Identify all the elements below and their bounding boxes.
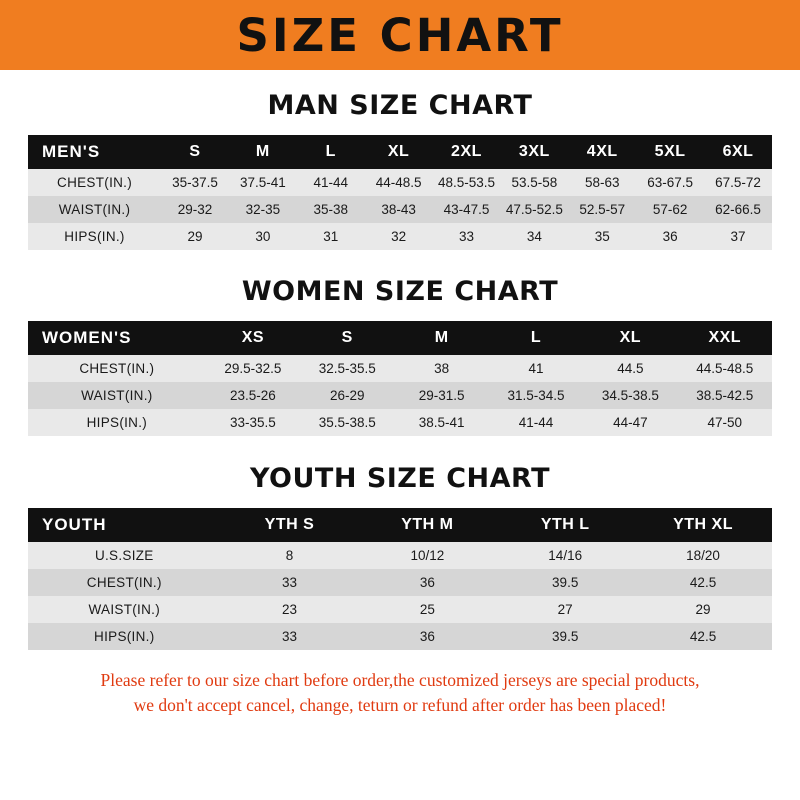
cell: 30 (229, 223, 297, 250)
table-row (28, 623, 772, 650)
col-header-m: M (394, 321, 488, 355)
cell: 23 (221, 596, 359, 623)
cell: 38 (394, 355, 488, 382)
cell: 41-44 (297, 169, 365, 196)
cell: 57-62 (636, 196, 704, 223)
row-label-us-size: U.S.SIZE (28, 542, 221, 569)
cell: 39.5 (496, 623, 634, 650)
cell: 29-32 (161, 196, 229, 223)
cell: 35-38 (297, 196, 365, 223)
col-header-yth-l: YTH L (496, 508, 634, 542)
cell: 31 (297, 223, 365, 250)
cell: 29-31.5 (394, 382, 488, 409)
cell: 38-43 (365, 196, 433, 223)
cell: 33 (221, 623, 359, 650)
cell: 47.5-52.5 (500, 196, 568, 223)
cell: 27 (496, 596, 634, 623)
col-header-5xl: 5XL (636, 135, 704, 169)
col-header-yth-xl: YTH XL (634, 508, 772, 542)
cell: 35-37.5 (161, 169, 229, 196)
col-header-l: L (489, 321, 583, 355)
table-header-row (28, 508, 772, 542)
cell: 37 (704, 223, 772, 250)
cell: 33-35.5 (206, 409, 300, 436)
col-header-6xl: 6XL (704, 135, 772, 169)
disclaimer-line-1: Please refer to our size chart before order,the customized jerseys are special products, (100, 670, 700, 690)
cell: 36 (636, 223, 704, 250)
table-body (28, 355, 772, 436)
cell: 38.5-42.5 (678, 382, 772, 409)
table-women-size (28, 321, 772, 436)
table-body (28, 169, 772, 250)
table-row (28, 409, 772, 436)
cell: 34 (500, 223, 568, 250)
cell: 29 (634, 596, 772, 623)
cell: 38.5-41 (394, 409, 488, 436)
col-header-2xl: 2XL (433, 135, 501, 169)
col-header-xl: XL (583, 321, 677, 355)
cell: 36 (358, 569, 496, 596)
cell: 32.5-35.5 (300, 355, 394, 382)
cell: 44.5 (583, 355, 677, 382)
table-row (28, 355, 772, 382)
row-label-hips: HIPS(IN.) (28, 223, 161, 250)
table-head (28, 321, 772, 355)
table-header-row (28, 135, 772, 169)
cell: 67.5-72 (704, 169, 772, 196)
disclaimer-note (28, 668, 772, 719)
row-label-chest: CHEST(IN.) (28, 569, 221, 596)
table-row (28, 382, 772, 409)
col-header-yth-m: YTH M (358, 508, 496, 542)
section-title-man: MAN SIZE CHART (267, 90, 533, 121)
cell: 58-63 (568, 169, 636, 196)
cell: 36 (358, 623, 496, 650)
cell: 44-48.5 (365, 169, 433, 196)
row-label-chest: CHEST(IN.) (28, 355, 206, 382)
cell: 35.5-38.5 (300, 409, 394, 436)
cell: 14/16 (496, 542, 634, 569)
cell: 62-66.5 (704, 196, 772, 223)
table-body (28, 542, 772, 650)
cell: 32-35 (229, 196, 297, 223)
col-header-youth: YOUTH (28, 508, 221, 542)
cell: 29.5-32.5 (206, 355, 300, 382)
col-header-4xl: 4XL (568, 135, 636, 169)
table-row (28, 542, 772, 569)
page-banner (0, 0, 800, 70)
cell: 32 (365, 223, 433, 250)
table-youth-size (28, 508, 772, 650)
cell: 44-47 (583, 409, 677, 436)
col-header-xxl: XXL (678, 321, 772, 355)
table-row (28, 569, 772, 596)
col-header-xl: XL (365, 135, 433, 169)
row-label-chest: CHEST(IN.) (28, 169, 161, 196)
cell: 29 (161, 223, 229, 250)
cell: 47-50 (678, 409, 772, 436)
col-header-s: S (161, 135, 229, 169)
cell: 31.5-34.5 (489, 382, 583, 409)
cell: 42.5 (634, 569, 772, 596)
cell: 53.5-58 (500, 169, 568, 196)
section-title-youth: YOUTH SIZE CHART (249, 463, 551, 494)
row-label-waist: WAIST(IN.) (28, 196, 161, 223)
col-header-womens: WOMEN'S (28, 321, 206, 355)
cell: 18/20 (634, 542, 772, 569)
cell: 37.5-41 (229, 169, 297, 196)
col-header-yth-s: YTH S (221, 508, 359, 542)
cell: 26-29 (300, 382, 394, 409)
col-header-xs: XS (206, 321, 300, 355)
table-row (28, 169, 772, 196)
table-header-row (28, 321, 772, 355)
col-header-s: S (300, 321, 394, 355)
col-header-men: MEN'S (28, 135, 161, 169)
cell: 44.5-48.5 (678, 355, 772, 382)
cell: 10/12 (358, 542, 496, 569)
cell: 34.5-38.5 (583, 382, 677, 409)
cell: 39.5 (496, 569, 634, 596)
page-title: SIZE CHART (236, 8, 564, 62)
cell: 33 (221, 569, 359, 596)
cell: 63-67.5 (636, 169, 704, 196)
col-header-m: M (229, 135, 297, 169)
col-header-l: L (297, 135, 365, 169)
table-head (28, 508, 772, 542)
cell: 42.5 (634, 623, 772, 650)
row-label-waist: WAIST(IN.) (28, 382, 206, 409)
cell: 52.5-57 (568, 196, 636, 223)
cell: 23.5-26 (206, 382, 300, 409)
cell: 33 (433, 223, 501, 250)
disclaimer-line-2: we don't accept cancel, change, teturn or refund after order has been placed! (133, 695, 667, 716)
row-label-hips: HIPS(IN.) (28, 623, 221, 650)
table-man-size (28, 135, 772, 250)
row-label-hips: HIPS(IN.) (28, 409, 206, 436)
cell: 48.5-53.5 (433, 169, 501, 196)
col-header-3xl: 3XL (500, 135, 568, 169)
section-title-women: WOMEN SIZE CHART (241, 276, 559, 307)
row-label-waist: WAIST(IN.) (28, 596, 221, 623)
cell: 43-47.5 (433, 196, 501, 223)
table-row (28, 596, 772, 623)
table-row (28, 223, 772, 250)
cell: 41 (489, 355, 583, 382)
cell: 41-44 (489, 409, 583, 436)
chart-content (0, 90, 800, 719)
table-head (28, 135, 772, 169)
table-row (28, 196, 772, 223)
cell: 8 (221, 542, 359, 569)
cell: 25 (358, 596, 496, 623)
cell: 35 (568, 223, 636, 250)
